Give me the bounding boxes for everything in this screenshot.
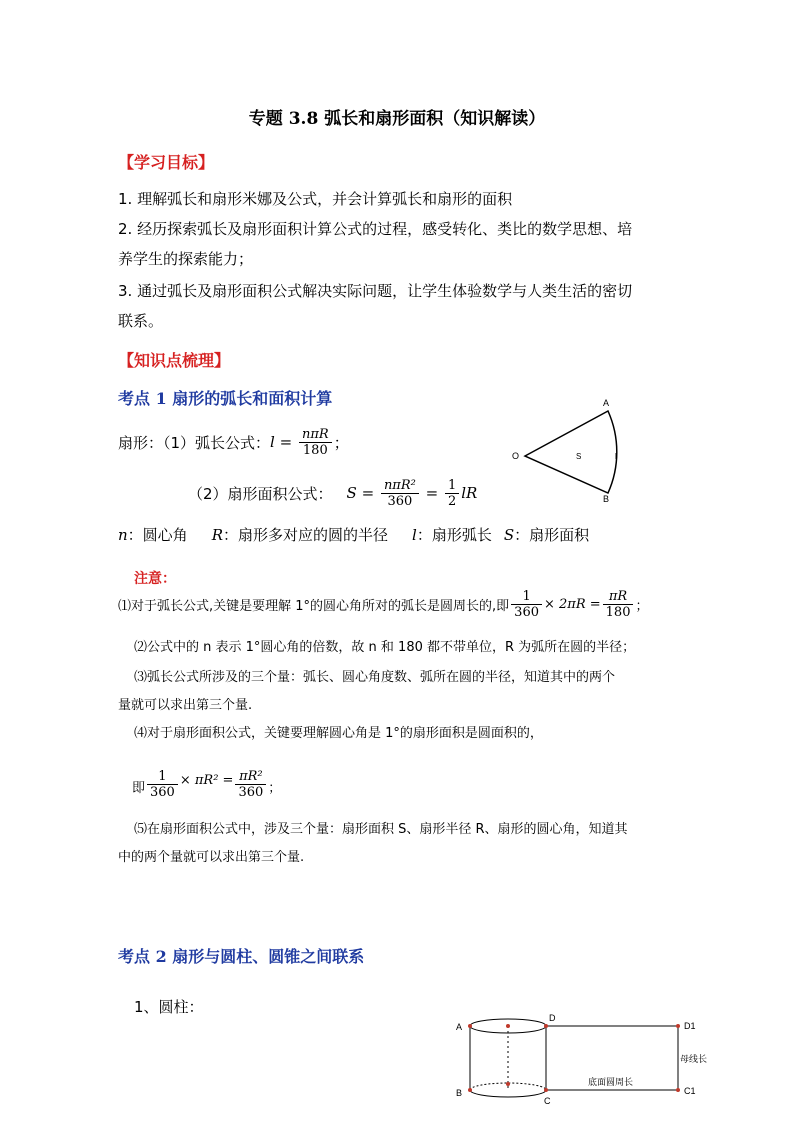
area-lhs: S [346, 484, 357, 502]
label-D1: D1 [684, 1021, 696, 1031]
goal-item-2: 2. 经历探索弧长及扇形面积计算公式的过程，感受转化、类比的数学思想、培 [118, 220, 633, 238]
label-D: D [549, 1013, 556, 1023]
arc-den: 180 [302, 442, 328, 458]
legend-text-l: ：扇形弧长 [416, 526, 492, 544]
note-3a: ⑶弧长公式所涉及的三个量：弧长、圆心角度数、弧所在圆的半径，知道其中的两个 [134, 670, 616, 685]
legend-text-S: ：扇形面积 [514, 526, 590, 544]
half-num: 1 [445, 478, 459, 494]
label-side-length: 母线长 [680, 1054, 708, 1064]
note-4: ⑷对于扇形面积公式，关键要理解圆心角是 1°的扇形面积是圆面积的， [134, 726, 543, 741]
note-4-frac-a-den: 360 [150, 785, 175, 800]
note-1-frac-b-num: πR [603, 589, 634, 605]
point-C1-dot [676, 1088, 680, 1092]
note-2: ⑵公式中的 n 表示 1°圆心角的倍数，故 n 和 180 都不带单位，R 为弧所在圆的半径； [134, 640, 636, 655]
point2-heading: 考点 2 扇形与圆柱、圆锥之间联系 [118, 947, 365, 966]
note-4-end: ； [268, 781, 282, 796]
area-tail: lR [461, 484, 478, 502]
label-B: B [603, 494, 610, 504]
note-1-mid: × 2πR = [544, 596, 601, 612]
label-O: O [512, 451, 520, 461]
sector-diagram [500, 392, 640, 504]
note-1-frac-a-den: 360 [514, 604, 539, 620]
top-center-dot [506, 1024, 510, 1028]
notes-header: 注意： [134, 571, 176, 587]
area-num: nπR² [381, 478, 419, 494]
area-prefix: （2）扇形面积公式： [188, 484, 333, 503]
label-A: A [456, 1022, 463, 1032]
bottom-center-dot [506, 1082, 510, 1086]
note-4-mid: × πR² = [179, 773, 234, 788]
label-C: C [544, 1096, 551, 1106]
note-1-end: ； [635, 598, 649, 614]
note-4-frac-a [147, 769, 178, 800]
note-1-frac-a-num: 1 [511, 589, 542, 605]
cylinder-diagram [448, 1010, 728, 1110]
goal-item-3-cont: 联系。 [118, 312, 164, 330]
note-4-frac-b [235, 769, 266, 800]
arc-num: nπR [299, 427, 332, 443]
legend-text-R: ：扇形多对应的圆的半径 [222, 526, 388, 544]
arc-lhs: l [270, 433, 275, 451]
point-A-dot [468, 1024, 472, 1028]
note-4-frac-b-num: πR² [235, 769, 266, 785]
note-4-frac-b-den: 360 [238, 785, 264, 800]
note-5a: ⑸在扇形面积公式中，涉及三个量：扇形面积 S、扇形半径 R、扇形的圆心角，知道其 [134, 822, 628, 837]
goal-item-1: 1. 理解弧长和扇形米娜及公式，并会计算弧长和扇形的面积 [118, 190, 513, 208]
note-4-formula [132, 754, 281, 800]
learning-goals-header: 【学习目标】 [118, 153, 215, 172]
goal-item-2-cont: 养学生的探索能力； [118, 250, 254, 268]
symbol-legend [118, 524, 589, 545]
label-l: l [615, 452, 617, 461]
legend-sym-S: S [503, 526, 515, 544]
note-1-frac-b [603, 589, 634, 620]
point-C-dot [544, 1088, 548, 1092]
label-S: S [576, 452, 582, 461]
label-base-circumference: 底面圆周长 [588, 1077, 634, 1087]
note-1-frac-b-den: 180 [605, 604, 631, 620]
arc-length-formula: 扇形：（1）弧长公式： l = $\frac{\text{nπR}}{180}$ ； [118, 426, 349, 458]
point1-heading: 考点 1 扇形的弧长和面积计算 [118, 389, 333, 408]
note-4-prefix: 即 [132, 781, 146, 796]
cylinder-bottom-front [470, 1090, 546, 1097]
half-fraction [445, 478, 459, 509]
sector-shape [525, 411, 617, 493]
note-4-frac-a-num: 1 [147, 769, 178, 785]
goal-item-3: 3. 通过弧长及扇形面积公式解决实际问题，让学生体验数学与人类生活的密切 [118, 282, 633, 300]
area-formula: （2）扇形面积公式： S = $\frac{\text{nπR²}}{360}$ = $\frac{1}{2}$ lR [188, 477, 478, 509]
legend-text-n: ：圆心角 [127, 526, 188, 544]
legend-sym-l: l [412, 526, 417, 544]
label-C1: C1 [684, 1086, 696, 1096]
cylinder-item: 1、圆柱： [134, 998, 204, 1016]
point-B-dot [468, 1088, 472, 1092]
legend-sym-R: R [211, 526, 223, 544]
note-1-frac-a [511, 589, 542, 620]
note-1-text: ⑴对于弧长公式,关键是要理解 1°的圆心角所对的弧长是圆周长的,即 [118, 598, 510, 614]
legend-sym-n: n [118, 526, 128, 544]
area-den: 360 [387, 493, 413, 509]
note-3b: 量就可以求出第三个量. [118, 698, 253, 713]
point-D-dot [544, 1024, 548, 1028]
note-5b: 中的两个量就可以求出第三个量. [118, 850, 305, 865]
knowledge-header: 【知识点梳理】 [118, 351, 231, 370]
point-D1-dot [676, 1024, 680, 1028]
label-B: B [456, 1088, 463, 1098]
area-fraction [381, 478, 419, 509]
label-A: A [603, 398, 610, 408]
arc-fraction [299, 427, 332, 458]
half-den: 2 [447, 493, 457, 509]
arc-prefix: 扇形：（1）弧长公式： [118, 433, 271, 452]
page-title: 专题 3.8 弧长和扇形面积（知识解读） [248, 109, 546, 129]
note-1 [118, 584, 649, 624]
